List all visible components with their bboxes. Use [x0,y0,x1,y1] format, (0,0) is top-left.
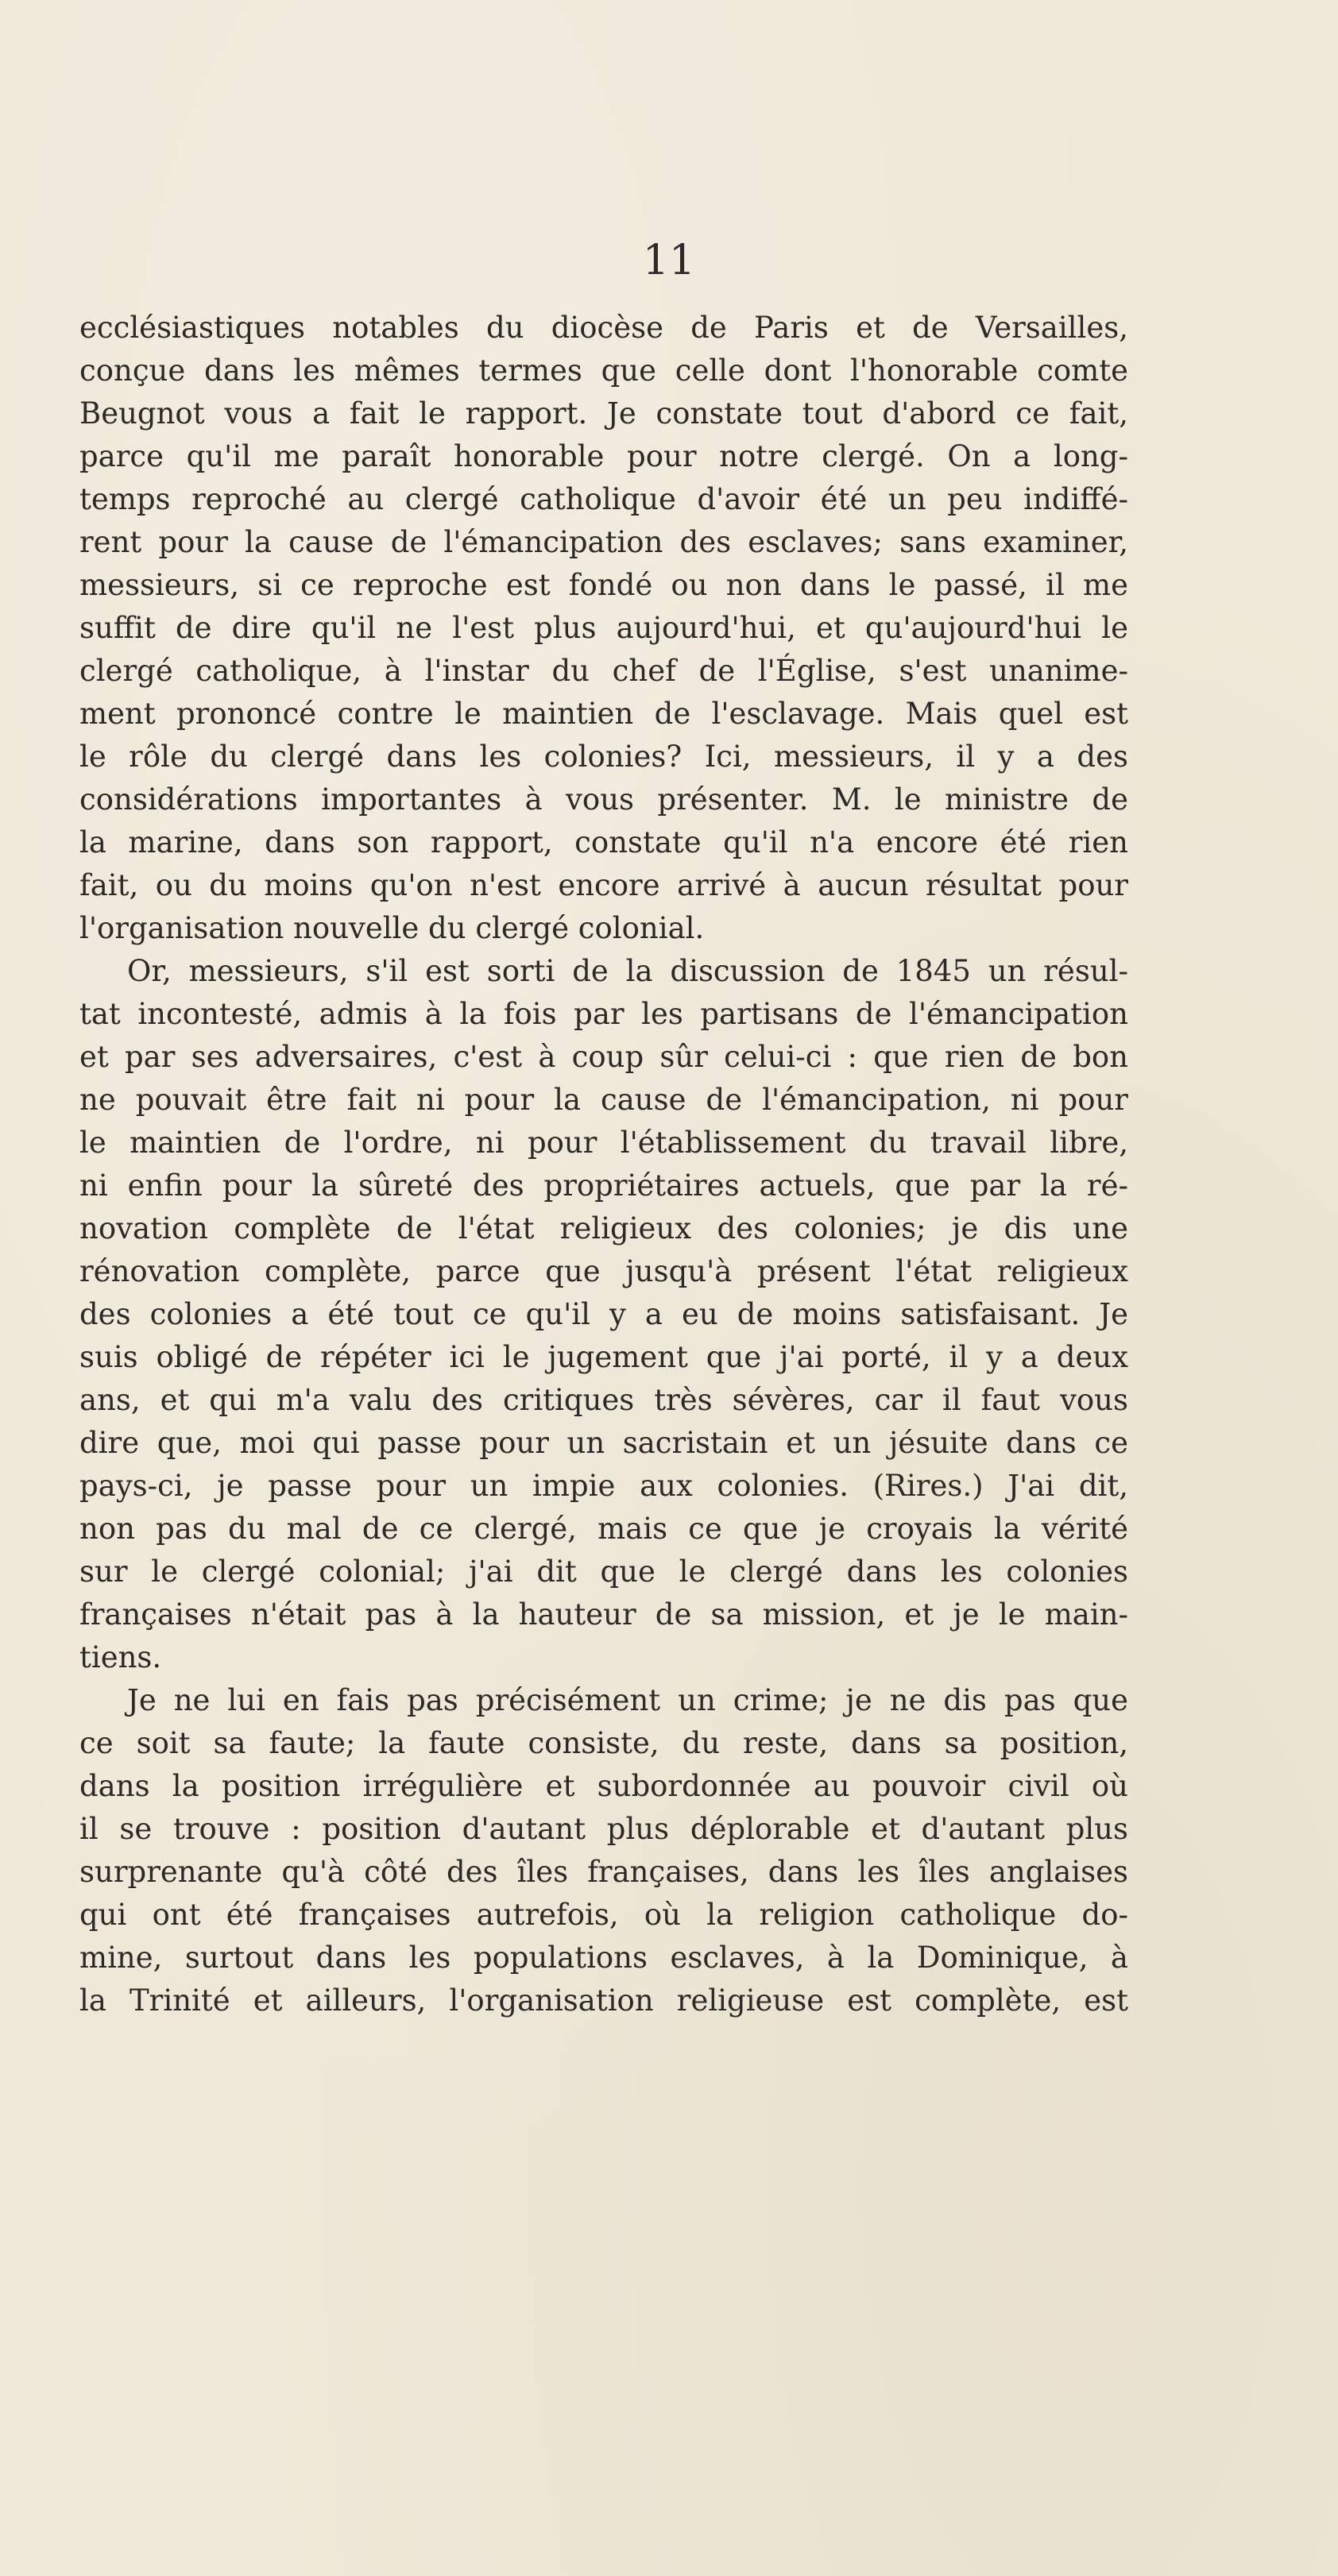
text-line: la marine, dans son rapport, constate qu'il n'a encore été rien [79,825,1128,859]
text-line: le rôle du clergé dans les colonies? Ici, messieurs, il y a des [79,740,1128,774]
text-line: dans la position irrégulière et subordonnée au pouvoir civil où [79,1769,1128,1803]
text-line: suis obligé de répéter ici le jugement que j'ai porté, il y a deux [79,1340,1128,1374]
text-line: ce soit sa faute; la faute consiste, du reste, dans sa position, [79,1726,1128,1760]
text-line: ment prononcé contre le maintien de l'esclavage. Mais quel est [79,697,1128,731]
text-line: ni enfin pour la sûreté des propriétaires actuels, que par la ré- [79,1168,1128,1203]
text-line: clergé catholique, à l'instar du chef de l'Église, s'est unanime- [79,654,1128,688]
text-line: Je ne lui en fais pas précisément un crime; je ne dis pas que [127,1683,1128,1717]
text-line: conçue dans les mêmes termes que celle dont l'honorable comte [79,353,1128,388]
text-line: suffit de dire qu'il ne l'est plus aujourd'hui, et qu'aujourd'hui le [79,611,1128,645]
text-line: parce qu'il me paraît honorable pour notre clergé. On a long- [79,439,1128,473]
text-line: sur le clergé colonial; j'ai dit que le clergé dans les colonies [79,1554,1128,1589]
text-line: et par ses adversaires, c'est à coup sûr celui-ci : que rien de bon [79,1040,1128,1074]
text-line: rent pour la cause de l'émancipation des esclaves; sans examiner, [79,525,1128,559]
text-line: mine, surtout dans les populations esclaves, à la Dominique, à [79,1941,1128,1975]
text-line: considérations importantes à vous présenter. M. le ministre de [79,782,1128,817]
text-line: tat incontesté, admis à la fois par les partisans de l'émancipation [79,997,1128,1031]
text-line: ans, et qui m'a valu des critiques très sévères, car il faut vous [79,1383,1128,1417]
text-line: dire que, moi qui passe pour un sacristain et un jésuite dans ce [79,1426,1128,1460]
text-line: temps reproché au clergé catholique d'avoir été un peu indiffé- [79,482,1128,516]
page-number: 11 [642,237,696,284]
text-line: des colonies a été tout ce qu'il y a eu de moins satisfaisant. Je [79,1297,1128,1331]
body-text [79,307,1128,2022]
text-line: pays-ci, je passe pour un impie aux colonies. (Rires.) J'ai dit, [79,1469,1128,1503]
text-line: l'organisation nouvelle du clergé colonial. [79,911,705,945]
text-line: non pas du mal de ce clergé, mais ce que je croyais la vérité [79,1512,1128,1546]
text-line: novation complète de l'état religieux des colonies; je dis une [79,1211,1128,1246]
text-line: fait, ou du moins qu'on n'est encore arrivé à aucun résultat pour [79,868,1128,902]
text-line: Or, messieurs, s'il est sorti de la discussion de 1845 un résul- [127,954,1128,988]
text-line: ecclésiastiques notables du diocèse de Paris et de Versailles, [79,311,1128,345]
text-line: le maintien de l'ordre, ni pour l'établissement du travail libre, [79,1126,1128,1160]
text-line: tiens. [79,1640,162,1674]
text-line: rénovation complète, parce que jusqu'à présent l'état religieux [79,1254,1128,1288]
text-line: il se trouve : position d'autant plus déplorable et d'autant plus [79,1812,1128,1846]
text-line: qui ont été françaises autrefois, où la religion catholique do- [79,1898,1128,1932]
text-line: françaises n'était pas à la hauteur de sa mission, et je le main- [79,1597,1128,1632]
text-line: ne pouvait être fait ni pour la cause de l'émancipation, ni pour [79,1083,1128,1117]
text-line: la Trinité et ailleurs, l'organisation religieuse est complète, est [79,1983,1128,2018]
text-line: Beugnot vous a fait le rapport. Je constate tout d'abord ce fait, [79,396,1128,431]
text-line: surprenante qu'à côté des îles françaises, dans les îles anglaises [79,1855,1128,1889]
text-line: messieurs, si ce reproche est fondé ou non dans le passé, il me [79,568,1128,602]
